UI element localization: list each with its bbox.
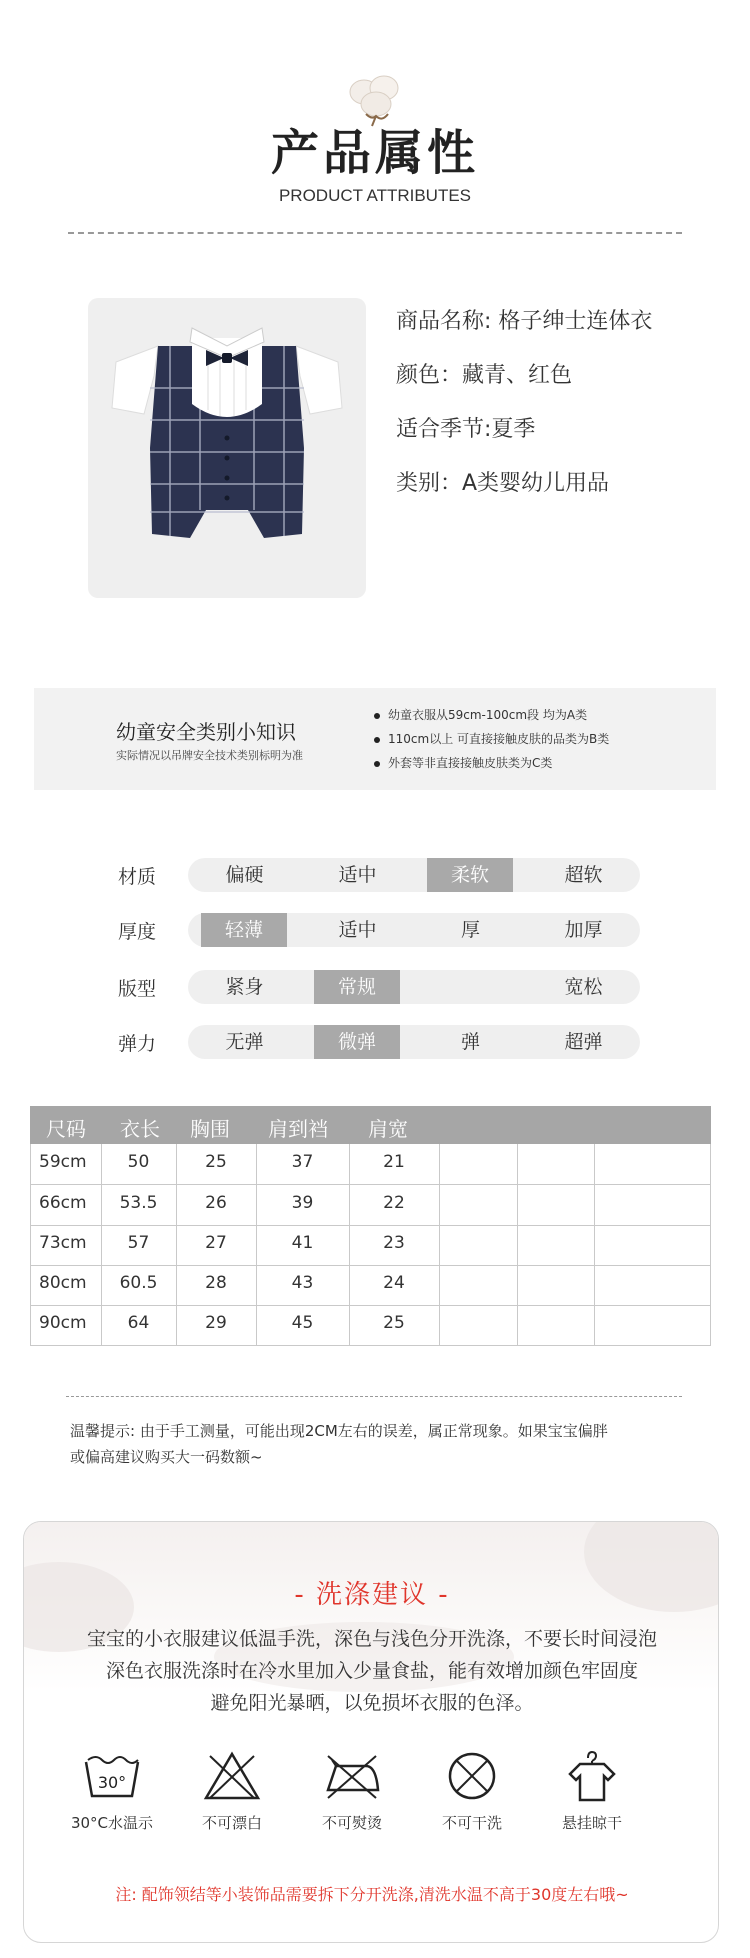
safety-subtitle: 实际情况以吊牌安全技术类别标明为准 [116, 749, 303, 762]
table-cell: 23 [383, 1233, 405, 1253]
care-label-bleach: 不可漂白 [201, 1814, 262, 1832]
hang-dry-icon [562, 1750, 622, 1802]
feel-row-label: 材质 [118, 866, 157, 888]
row-divider [31, 1305, 710, 1306]
washing-line: 避免阳光暴晒，以免损坏衣服的色泽。 [210, 1692, 534, 1714]
safety-bullet: 幼童衣服从59cm-100cm段 均为A类 [374, 706, 587, 723]
table-cell: 50 [127, 1152, 150, 1172]
row-divider [31, 1225, 710, 1226]
header-length: 衣长 [120, 1117, 160, 1141]
table-cell: 59cm [39, 1152, 87, 1172]
feel-option-selected: 轻薄 [201, 913, 287, 947]
table-cell: 24 [383, 1273, 405, 1293]
col-divider [439, 1144, 440, 1345]
header-shoulder-crotch: 肩到裆 [268, 1117, 328, 1141]
table-cell: 80cm [39, 1273, 87, 1293]
table-cell: 73cm [39, 1233, 87, 1253]
table-cell: 37 [291, 1152, 314, 1172]
feel-option: 偏硬 [225, 864, 264, 886]
header-divider [68, 232, 682, 234]
feel-option-selected: 常规 [314, 970, 400, 1004]
washing-line: 深色衣服洗涤时在冷水里加入少量食盐，能有效增加颜色牢固度 [105, 1660, 638, 1682]
bullet-dot [374, 761, 380, 767]
feel-row-label: 厚度 [118, 921, 157, 943]
table-cell: 22 [383, 1193, 405, 1213]
feel-option: 超软 [564, 864, 603, 886]
size-table-header [30, 1106, 711, 1144]
care-label-iron: 不可熨烫 [321, 1814, 382, 1832]
washing-title: - 洗涤建议 - [294, 1580, 450, 1610]
no-iron-icon [322, 1750, 382, 1802]
safety-bullet: 外套等非直接接触皮肤类为C类 [374, 754, 552, 771]
safety-bullet: 110cm以上 可直接接触皮肤的品类为B类 [374, 730, 609, 747]
feel-row-bar [188, 970, 640, 1004]
table-cell: 27 [205, 1233, 227, 1253]
washing-warning: 注: 配饰领结等小装饰品需要拆下分开洗涤,清洗水温不高于30度左右哦~ [115, 1885, 629, 1904]
safety-title: 幼童安全类别小知识 [116, 720, 296, 744]
attributes-header [0, 0, 750, 240]
measure-note: 或偏高建议购买大一码数额~ [70, 1448, 263, 1466]
table-cell: 57 [127, 1233, 150, 1253]
table-cell: 45 [291, 1313, 314, 1333]
care-label-dryclean: 不可干洗 [441, 1814, 502, 1832]
size-table [30, 1144, 711, 1346]
table-cell: 90cm [39, 1313, 87, 1333]
feel-row-label: 版型 [118, 978, 157, 1000]
safety-banner [34, 688, 716, 790]
feel-option-selected: 微弹 [314, 1025, 400, 1059]
table-cell: 25 [383, 1313, 405, 1333]
feel-option [414, 970, 527, 1004]
product-season: 适合季节:夏季 [396, 417, 536, 442]
feel-option: 适中 [338, 864, 377, 886]
product-name: 商品名称: 格子绅士连体衣 [396, 309, 653, 334]
feel-option: 适中 [338, 919, 377, 941]
note-divider [66, 1396, 682, 1397]
header-size: 尺码 [46, 1117, 86, 1141]
feel-option: 弹 [460, 1031, 480, 1053]
care-label-dry: 悬挂晾干 [561, 1814, 622, 1832]
row-divider [31, 1184, 710, 1185]
page-title: 产品属性 [270, 125, 479, 181]
feel-option: 厚 [460, 919, 480, 941]
feel-option: 无弹 [225, 1031, 264, 1053]
table-cell: 64 [127, 1313, 150, 1333]
feel-option-selected: 柔软 [427, 858, 513, 892]
romper-image [88, 298, 366, 598]
header-shoulder-width: 肩宽 [368, 1117, 408, 1141]
feel-row-label: 弹力 [118, 1033, 157, 1055]
no-bleach-icon [202, 1750, 262, 1802]
table-cell: 41 [291, 1233, 314, 1253]
table-cell: 25 [205, 1152, 227, 1172]
product-color: 颜色：藏青、红色 [396, 363, 573, 388]
feel-row-bar [188, 858, 640, 892]
col-divider [517, 1144, 518, 1345]
feel-option: 超弹 [564, 1031, 603, 1053]
bullet-dot [374, 737, 380, 743]
table-cell: 43 [291, 1273, 314, 1293]
table-cell: 21 [383, 1152, 405, 1172]
table-cell: 60.5 [119, 1273, 158, 1293]
feel-option: 紧身 [225, 976, 264, 998]
feel-option: 加厚 [564, 919, 603, 941]
feel-option: 宽松 [564, 976, 603, 998]
product-photo [88, 298, 366, 598]
table-cell: 26 [205, 1193, 227, 1213]
table-cell: 66cm [39, 1193, 87, 1213]
wash-30-icon [82, 1750, 142, 1802]
header-chest: 胸围 [190, 1117, 230, 1141]
measure-note: 温馨提示: 由于手工测量，可能出现2CM左右的误差，属正常现象。如果宝宝偏胖 [70, 1422, 608, 1440]
feel-row-bar [188, 913, 640, 947]
bullet-dot [374, 713, 380, 719]
care-label-wash: 30°C水温示 [70, 1814, 154, 1832]
row-divider [31, 1265, 710, 1266]
page-subtitle: PRODUCT ATTRIBUTES [278, 186, 472, 205]
table-cell: 53.5 [119, 1193, 158, 1213]
product-category: 类别：A类婴幼儿用品 [396, 471, 610, 496]
wash-temp-label: 30° [97, 1773, 127, 1792]
table-cell: 28 [205, 1273, 227, 1293]
feel-row-bar [188, 1025, 640, 1059]
table-cell: 29 [205, 1313, 227, 1333]
washing-card [23, 1521, 719, 1943]
washing-line: 宝宝的小衣服建议低温手洗，深色与浅色分开洗涤，不要长时间浸泡 [86, 1628, 657, 1650]
table-cell: 39 [291, 1193, 314, 1213]
col-divider [594, 1144, 595, 1345]
no-dryclean-icon [442, 1750, 502, 1802]
